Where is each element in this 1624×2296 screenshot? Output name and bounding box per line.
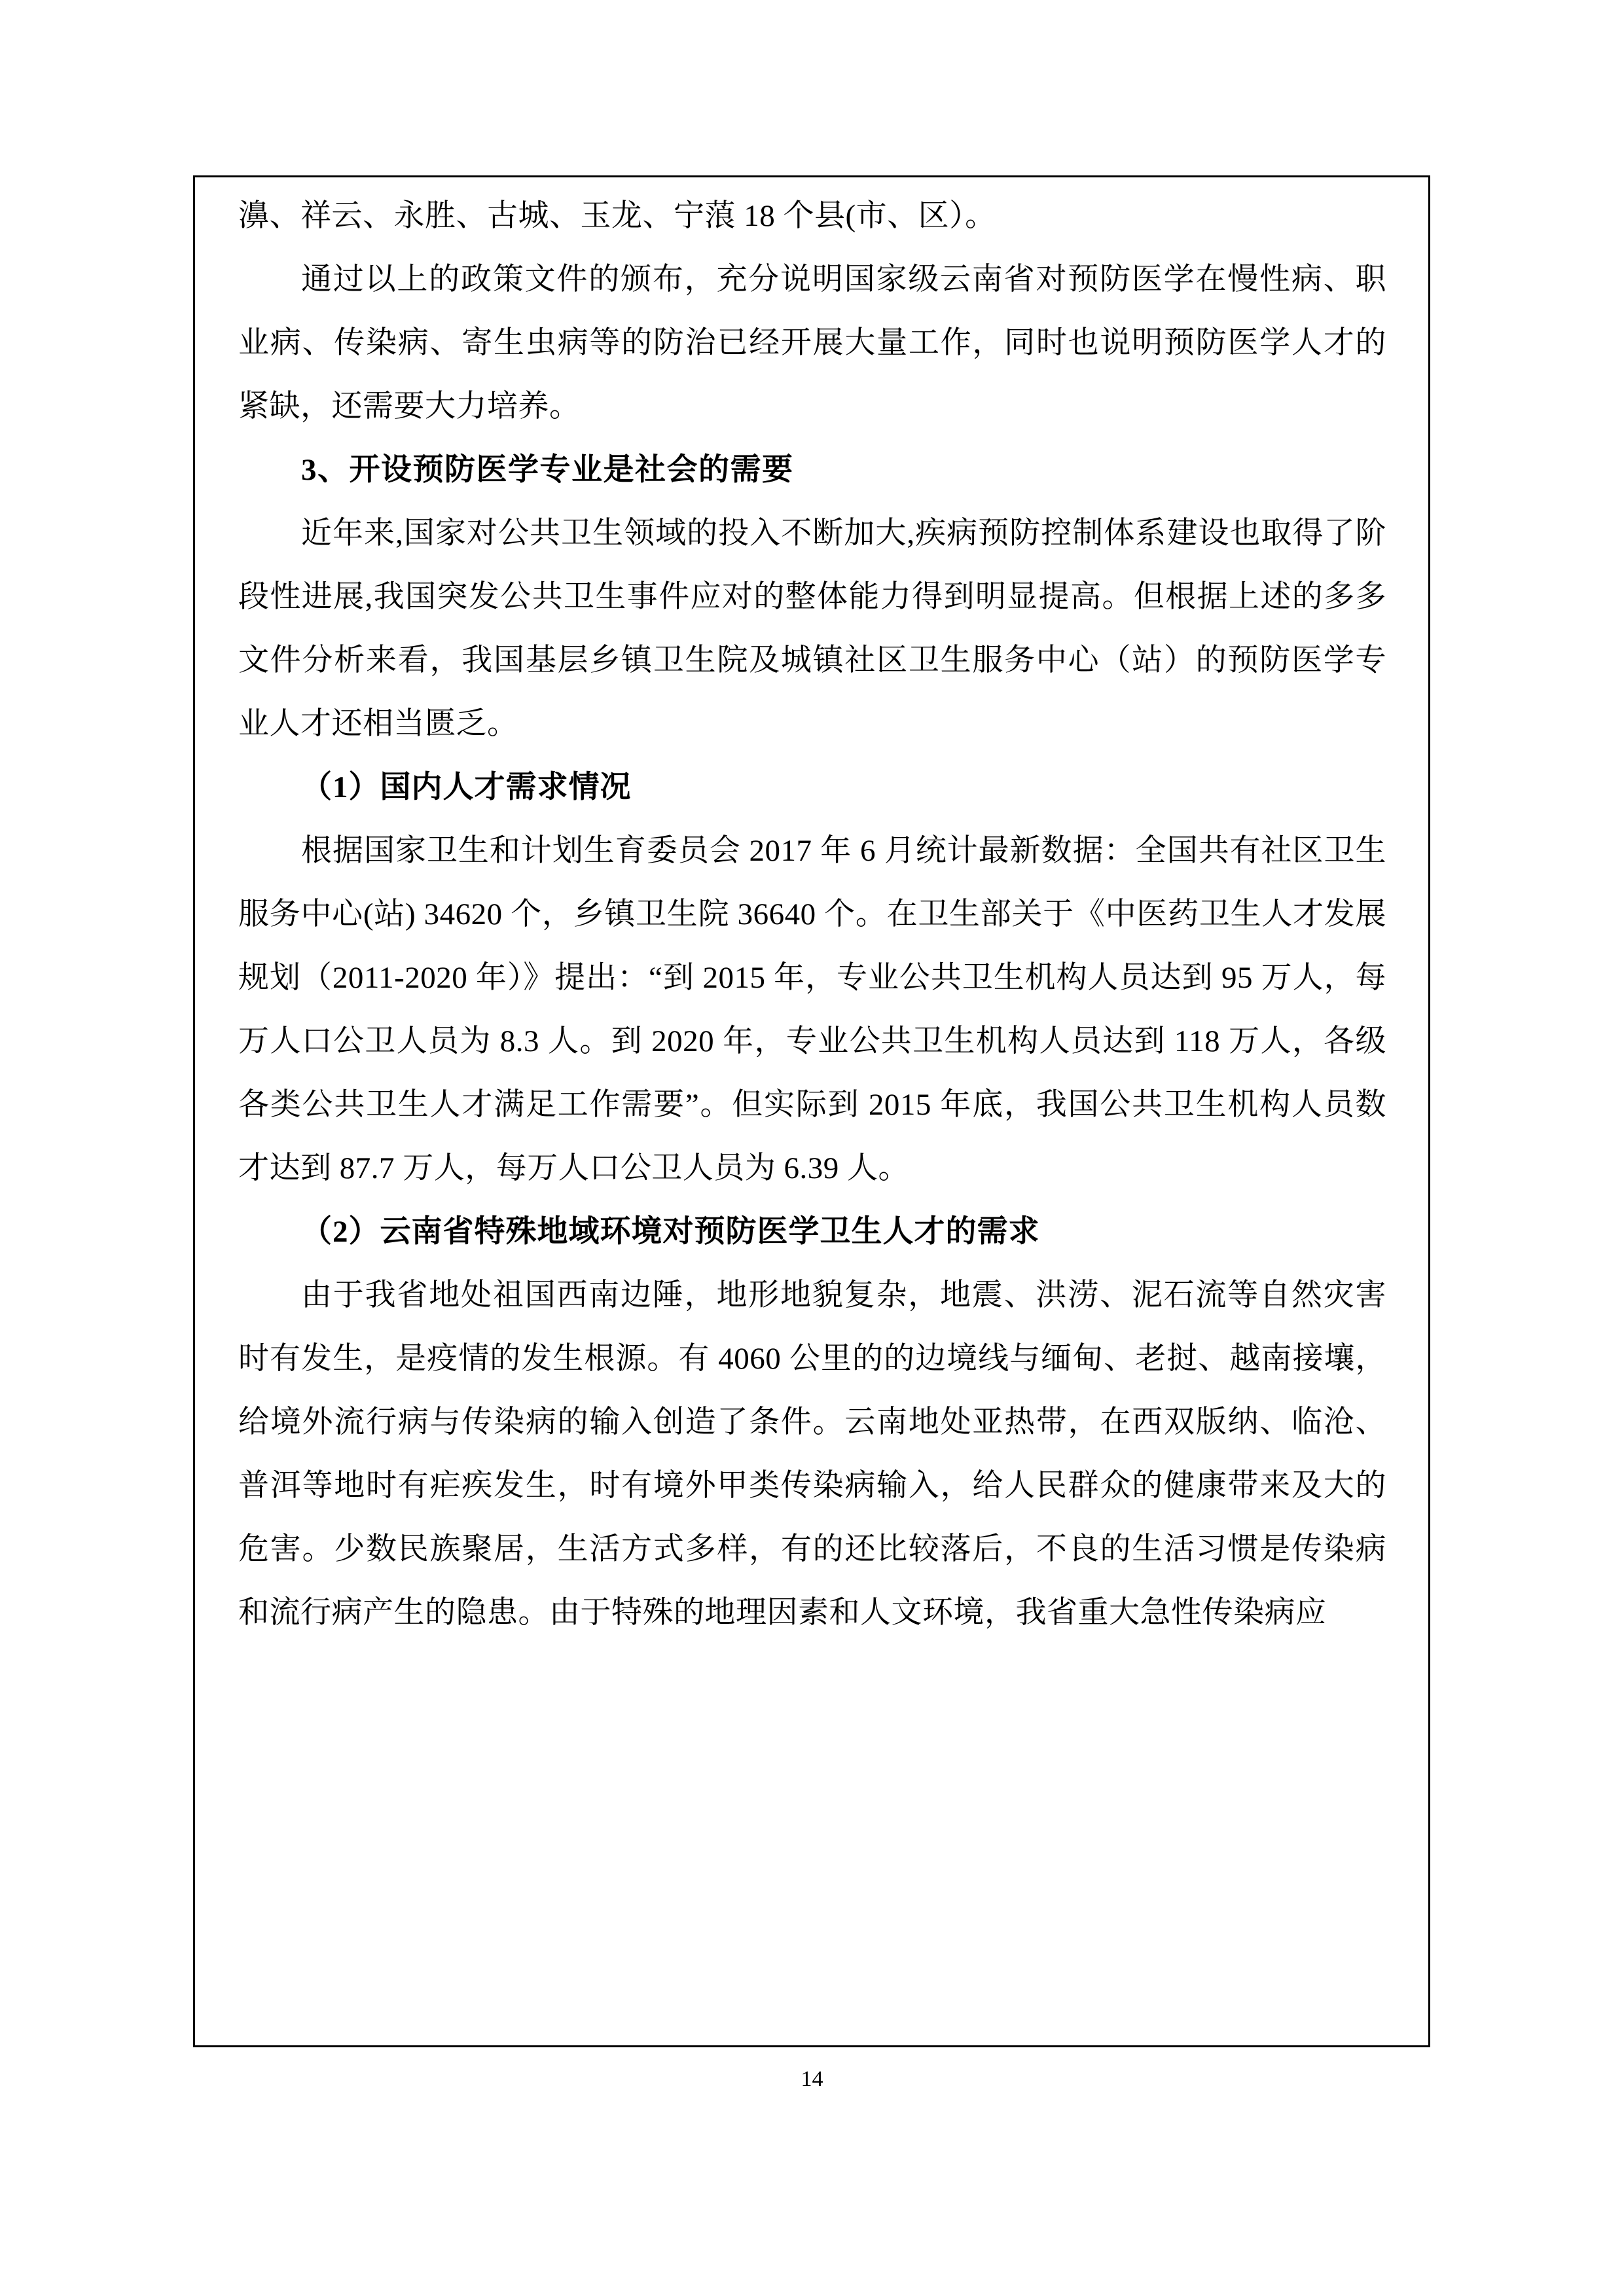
subsection-heading-1: （1）国内人才需求情况 (301, 770, 632, 804)
paragraph-continuation: 濞、祥云、永胜、古城、玉龙、宁蒗 18 个县(市、区）。 (238, 199, 996, 233)
paragraph-policy-summary: 通过以上的政策文件的颁布，充分说明国家级云南省对预防医学在慢性病、职业病、传染病、寄生虫病等的防治已经开展大量工作，同时也说明预防医学人才的紧缺，还需要大力培养。 (238, 262, 1386, 423)
section-heading-3: 3、开设预防医学专业是社会的需要 (301, 453, 794, 487)
page-number: 14 (801, 2067, 823, 2091)
paragraph-yunnan-regional-demand: 由于我省地处祖国西南边陲，地形地貌复杂，地震、洪涝、泥石流等自然灾害时有发生，是疫情的发生根源。有 4060 公里的的边境线与缅甸、老挝、越南接壤，给境外流行病与传染病的输入创造了条件。云南地处亚热带，在西双版纳、临沧、普洱等地时有疟疾发生，时有境外甲类传染病输入，给人民群众的健康带来及大的危害。少数民族聚居，生活方式多样，有的还比较落后，不良的生活习惯是传染病和流行病产生的隐患。由于特殊的地理因素和人文环境，我省重大急性传染病应 (238, 1278, 1386, 1630)
paragraph-domestic-talent-demand: 根据国家卫生和计划生育委员会 2017 年 6 月统计最新数据：全国共有社区卫生服务中心(站) 34620 个，乡镇卫生院 36640 个。在卫生部关于《中医药卫生人才发展规划（2011-2020 年）》提出：“到 2015 年，专业公共卫生机构人员达到 95 万人，每万人口公卫人员为 8.3 人。到 2020 年，专业公共卫生机构人员达到 118 万人，各级各类公共卫生人才满足工作需要”。但实际到 2015 年底，我国公共卫生机构人员数才达到 87.7 万人，每万人口公卫人员为 6.39 人。 (238, 834, 1386, 1185)
subsection-heading-2: （2）云南省特殊地域环境对预防医学卫生人才的需求 (301, 1215, 1040, 1249)
paragraph-public-health-investment: 近年来,国家对公共卫生领域的投入不断加大,疾病预防控制体系建设也取得了阶段性进展,我国突发公共卫生事件应对的整体能力得到明显提高。但根据上述的多多文件分析来看，我国基层乡镇卫生院及城镇社区卫生服务中心（站）的预防医学专业人才还相当匮乏。 (238, 516, 1386, 741)
document-text-body (216, 185, 1409, 1645)
